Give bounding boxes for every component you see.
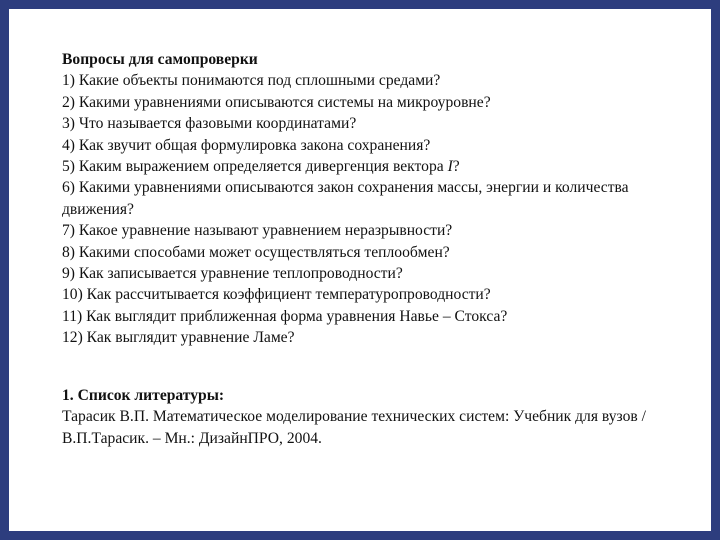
question-10: 10) Как рассчитывается коэффициент температуропроводности? (62, 286, 491, 304)
question-7: 7) Какое уравнение называют уравнением неразрывности? (62, 222, 453, 240)
question-5-end: ? (452, 158, 460, 176)
question-11: 11) Как выглядит приближенная форма уравнения Навье – Стокса? (62, 307, 508, 325)
question-8: 8) Какими способами может осуществляться теплообмен? (62, 243, 450, 261)
question-4: 4) Как звучит общая формулировка закона сохранения? (62, 136, 431, 154)
slide-content (62, 49, 702, 449)
question-6: 6) Какими уравнениями описываются закон сохранения массы, энергии и количества движения? (62, 179, 629, 218)
question-5-text: 5) Каким выражением определяется дивергенция вектора (62, 158, 448, 176)
question-9: 9) Как записывается уравнение теплопроводности? (62, 265, 403, 283)
question-12: 12) Как выглядит уравнение Ламе? (62, 329, 295, 347)
question-3: 3) Что называется фазовыми координатами? (62, 115, 357, 133)
question-1: 1) Какие объекты понимаются под сплошными средами? (62, 72, 441, 90)
question-5-vector: I (447, 158, 453, 176)
questions-heading: Вопросы для самопроверки (62, 51, 258, 68)
references-heading: 1. Список литературы: (62, 386, 225, 404)
references-section (62, 385, 702, 449)
reference-item: Тарасик В.П. Математическое моделирование технических систем: Учебник для вузов / В.П.Тарасик. – Мн.: ДизайнПРО, 2004. (62, 408, 646, 447)
slide-page (9, 9, 711, 531)
question-5 (62, 156, 702, 177)
question-2: 2) Какими уравнениями описываются системы на микроуровне? (62, 93, 491, 111)
